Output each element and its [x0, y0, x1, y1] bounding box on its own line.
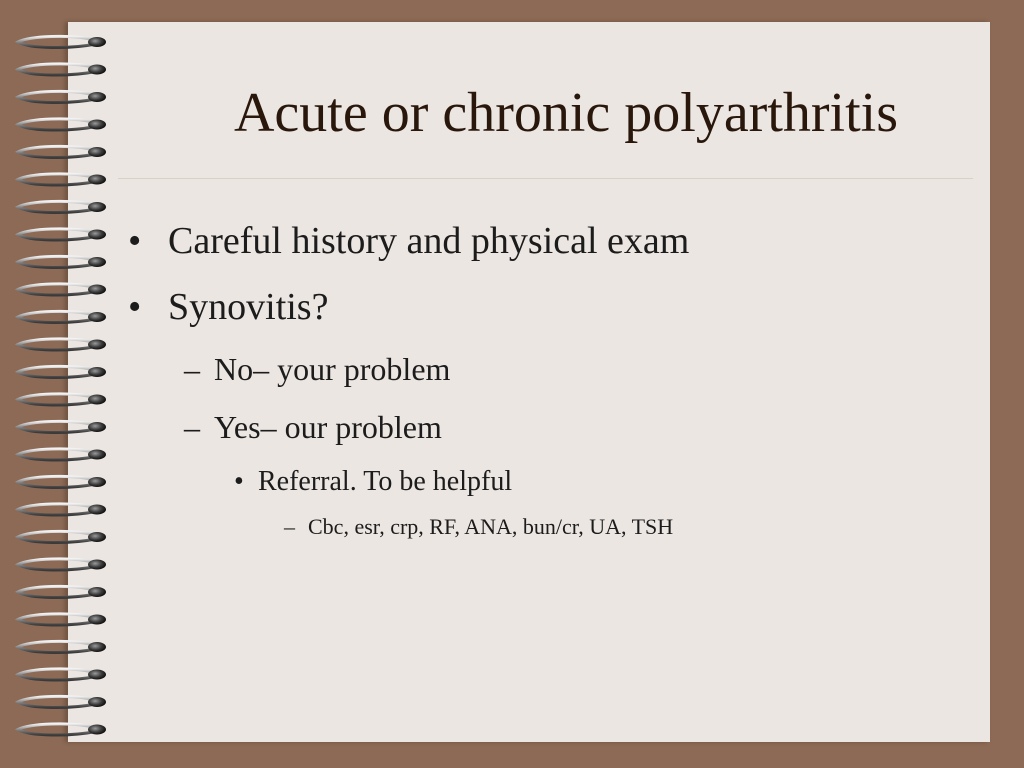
binding-hole	[88, 505, 106, 515]
binding-ring	[18, 394, 96, 405]
slide-page	[68, 22, 990, 742]
bullet-item: • Synovitis?	[128, 274, 968, 340]
slide-title: Acute or chronic polyarthritis	[233, 82, 898, 144]
binding-ring	[18, 366, 96, 377]
binding-hole	[88, 367, 106, 377]
binding-ring	[18, 614, 96, 625]
binding-ring	[18, 724, 96, 735]
binding-ring	[18, 201, 96, 212]
binding-hole	[88, 422, 106, 432]
binding-hole	[88, 395, 106, 405]
binding-ring	[18, 64, 96, 75]
binding-ring	[18, 91, 96, 102]
binding-hole	[88, 92, 106, 102]
binding-hole	[88, 340, 106, 350]
binding-ring	[18, 256, 96, 267]
sub-bullet-item: – No– your problem	[128, 340, 968, 398]
binding-ring	[18, 311, 96, 322]
binding-hole	[88, 230, 106, 240]
binding-hole	[88, 670, 106, 680]
binding-hole	[88, 312, 106, 322]
binding-hole	[88, 120, 106, 130]
binding-hole	[88, 37, 106, 47]
binding-ring	[18, 449, 96, 460]
binding-hole	[88, 615, 106, 625]
binding-ring	[18, 504, 96, 515]
sub-bullet-item: – Yes– our problem	[128, 398, 968, 456]
spiral-binding-icon	[0, 0, 130, 768]
binding-ring	[18, 669, 96, 680]
binding-hole	[88, 202, 106, 212]
binding-ring	[18, 119, 96, 130]
binding-ring	[18, 174, 96, 185]
binding-ring	[18, 229, 96, 240]
binding-hole	[88, 147, 106, 157]
sub-sub-bullet-item: • Referral. To be helpful	[128, 456, 968, 508]
binding-ring	[18, 531, 96, 542]
binding-hole	[88, 587, 106, 597]
binding-hole	[88, 175, 106, 185]
binding-hole	[88, 642, 106, 652]
binding-ring	[18, 36, 96, 47]
binding-hole	[88, 450, 106, 460]
bullet-list	[128, 208, 968, 546]
binding-hole	[88, 725, 106, 735]
binding-hole	[88, 477, 106, 487]
binding-ring	[18, 146, 96, 157]
binding-hole	[88, 65, 106, 75]
binding-hole	[88, 257, 106, 267]
binding-ring	[18, 421, 96, 432]
binding-hole	[88, 532, 106, 542]
binding-ring	[18, 641, 96, 652]
binding-hole	[88, 285, 106, 295]
sub-sub-sub-bullet-item: – Cbc, esr, crp, RF, ANA, bun/cr, UA, TSH	[128, 508, 968, 546]
binding-ring	[18, 284, 96, 295]
binding-hole	[88, 560, 106, 570]
binding-ring	[18, 696, 96, 707]
binding-ring	[18, 476, 96, 487]
bullet-item: • Careful history and physical exam	[128, 208, 968, 274]
binding-hole	[88, 697, 106, 707]
binding-ring	[18, 559, 96, 570]
title-divider	[118, 178, 973, 179]
binding-ring	[18, 586, 96, 597]
binding-ring	[18, 339, 96, 350]
